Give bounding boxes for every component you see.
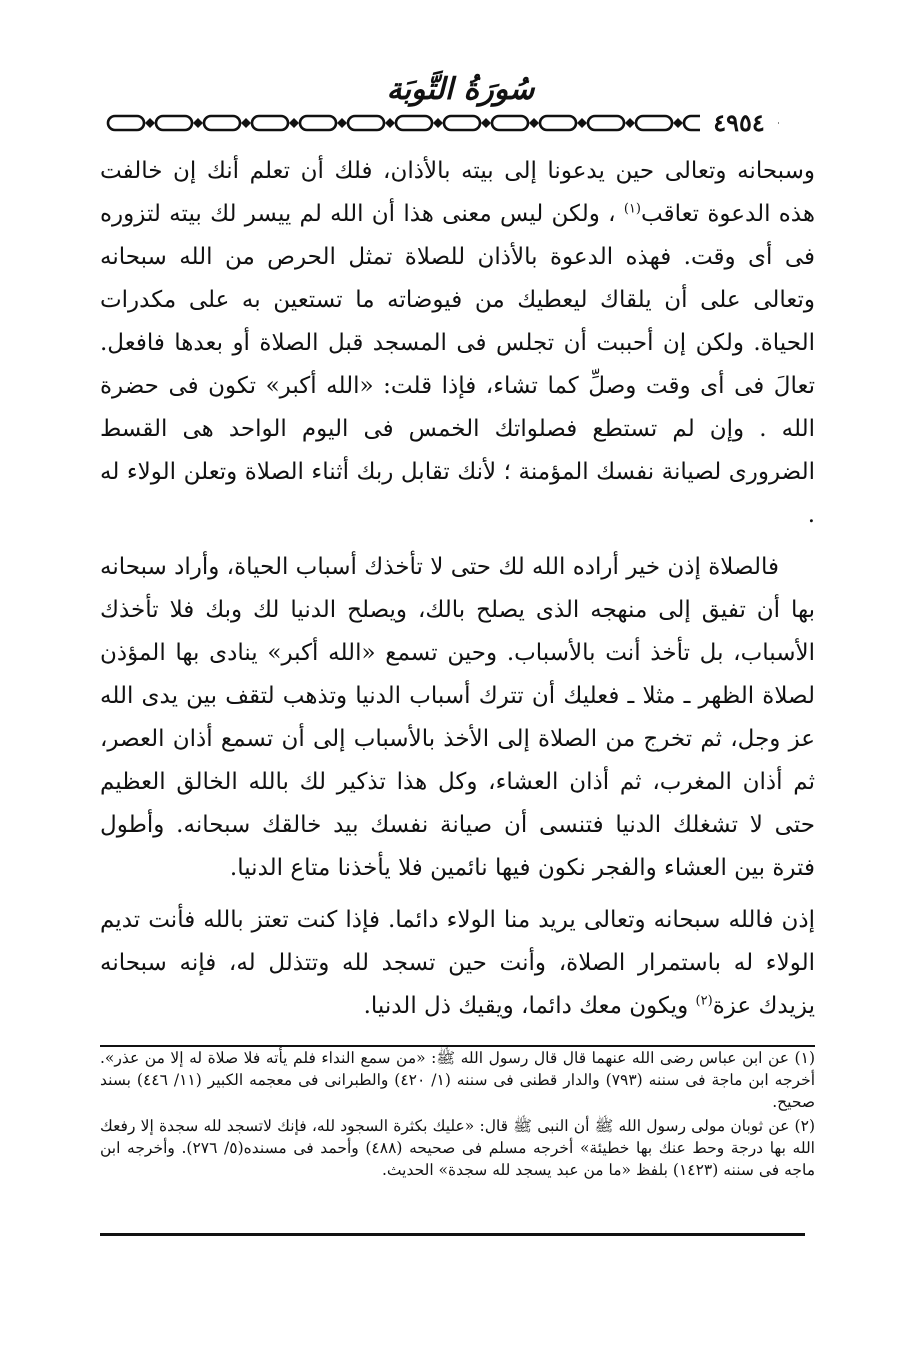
paragraph-3 <box>100 899 815 1028</box>
footnotes <box>100 1047 815 1183</box>
paragraph-3-part-b: ويكون معك دائما، ويقيك ذل الدنيا. <box>363 993 696 1019</box>
main-text <box>100 150 815 1028</box>
paragraph-3-part-a: إذن فالله سبحانه وتعالى يريد منا الولاء دائما. فإذا كنت تعتز بالله فأنت تديم الولاء له باستمرار الصلاة، وأنت حين تسجد لله وتتذلل له، فإنه سبحانه يزيدك عزة <box>100 907 815 1019</box>
bottom-rule <box>100 1233 805 1236</box>
paragraph-2: فالصلاة إذن خير أراده الله لك حتى لا تأخذك أسباب الحياة، وأراد سبحانه بها أن تفيق إلى منهجه الذى يصلح بالك، ويصلح الدنيا لك وبك فلا تأخذك الأسباب، بل تأخذ أنت بالأسباب. وحين تسمع «الله أكبر» ينادى بها المؤذن لصلاة الظهر ـ مثلا ـ فعليك أن تترك أسباب الدنيا وتذهب لتقف بين يدى الله عز وجل، ثم تخرج من الصلاة إلى الأخذ بالأسباب إلى أن تسمع أذان العصر، ثم أذان المغرب، ثم أذان العشاء، وكل هذا تذكير لك بالله الخالق العظيم حتى لا تشغلك الدنيا فتنسى أن صيانة نفسك بيد خالقك سبحانه. وأطول فترة بين العشاء والفجر نكون فيها نائمين فلا يأخذنا متاع الدنيا. <box>100 554 815 881</box>
footnote-2: (٢) عن ثوبان مولى رسول الله ﷺ أن النبى ﷺ قال: «عليك بكثرة السجود لله، فإنك لاتسجد لله سجدة إلا رفعك الله بها درجة وحط عنك بها خطيئة» أخرجه مسلم فى صحيحه (٤٨٨) وأحمد فى مسنده(٥/ ٢٧٦). وأخرجه ابن ماجه فى سننه (١٤٢٣) بلفظ «ما من عبد يسجد لله سجدة» الحديث. <box>100 1117 815 1179</box>
footnote-marker-2: (٢) <box>695 993 713 1009</box>
paragraph-1 <box>100 150 815 537</box>
page-number: ٤٩٥٤ <box>700 109 778 137</box>
paragraph-1-part-a: وسبحانه وتعالى حين يدعونا إلى بيته بالأذان، فلك أن تعلم أنك إن خالفت هذه الدعوة تعاقب <box>100 158 815 227</box>
surah-title: سُورَةُ التَّوبَة <box>386 72 535 107</box>
footnote-1: (١) عن ابن عباس رضى الله عنهما قال قال رسول الله ﷺ: «من سمع النداء فلم يأته فلا صلاة له إلا من عذر». أخرجه ابن ماجة فى سننه (٧٩٣) والدار قطنى فى سننه (١/ ٤٢٠) والطبرانى فى معجمه الكبير (١١/ ٤٤٦) بسند صحيح. <box>100 1049 815 1111</box>
footnote-marker-1: (١) <box>623 201 641 217</box>
paragraph-1-part-b: ، ولكن ليس معنى هذا أن الله لم ييسر لك بيته لتزوره فى أى وقت. فهذه الدعوة بالأذان للصلاة تمثل الحرص من الله سبحانه وتعالى على أن يلقاك ليعطيك من فيوضاته ما تستعين به على مكدرات الحياة. ولكن إن أحببت أن تجلس فى المسجد قبل الصلاة أو بعدها فافعل. تعالَ فى أى وقت وصلِّ كما تشاء، فإذا قلت: «الله أكبر» تكون فى حضرة الله . وإن لم تستطع فصلواتك الخمس فى اليوم الواحد هى القسط الضرورى لصيانة نفسك المؤمنة ؛ لأنك تقابل ربك أثناء الصلاة وتعلن الولاء له . <box>100 201 815 528</box>
